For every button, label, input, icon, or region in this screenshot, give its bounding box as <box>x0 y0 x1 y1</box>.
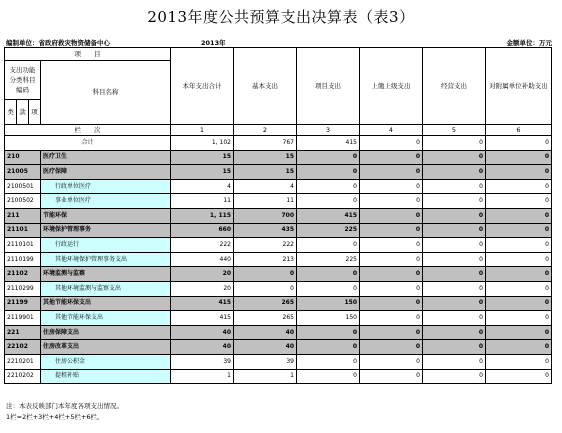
row-value: 0 <box>360 340 423 355</box>
row-value: 20 <box>171 281 234 296</box>
row-name: 其他节能环保支出 <box>41 311 171 326</box>
table-row <box>5 208 552 223</box>
row-code: 22102 <box>5 340 41 355</box>
row-value: 435 <box>234 223 297 238</box>
row-value: 150 <box>297 311 360 326</box>
year-label: 2013年 <box>201 39 226 47</box>
row-value: 0 <box>423 369 486 384</box>
table-row <box>5 325 552 340</box>
row-value: 222 <box>171 238 234 253</box>
total-value: 0 <box>486 136 552 151</box>
row-value: 0 <box>486 238 552 253</box>
header-col-6: 对附属单位补助支出 <box>486 48 552 125</box>
row-value: 0 <box>360 165 423 180</box>
header-name: 科目名称 <box>41 61 171 125</box>
total-value: 767 <box>234 136 297 151</box>
table-row <box>5 165 552 180</box>
total-label: 合计 <box>5 136 171 151</box>
total-value: 0 <box>423 136 486 151</box>
row-value: 150 <box>297 296 360 311</box>
row-value: 0 <box>486 208 552 223</box>
row-value: 0 <box>423 165 486 180</box>
row-value: 0 <box>486 165 552 180</box>
row-value: 0 <box>360 281 423 296</box>
row-value: 0 <box>423 354 486 369</box>
table-row <box>5 238 552 253</box>
row-value: 225 <box>297 252 360 267</box>
row-value: 39 <box>234 354 297 369</box>
row-value: 1 <box>171 369 234 384</box>
row-code: 221 <box>5 325 41 340</box>
row-value: 0 <box>297 340 360 355</box>
row-value: 39 <box>171 354 234 369</box>
table-row <box>5 311 552 326</box>
row-value: 0 <box>234 281 297 296</box>
row-value: 0 <box>234 267 297 282</box>
row-value: 0 <box>360 267 423 282</box>
row-code: 2110199 <box>5 252 41 267</box>
row-value: 0 <box>486 252 552 267</box>
row-value: 0 <box>297 267 360 282</box>
row-value: 0 <box>360 296 423 311</box>
row-value: 0 <box>360 354 423 369</box>
col-num: 5 <box>423 125 486 136</box>
row-code: 210 <box>5 150 41 165</box>
row-value: 15 <box>234 150 297 165</box>
row-code: 211 <box>5 208 41 223</box>
row-value: 0 <box>423 311 486 326</box>
total-value: 0 <box>360 136 423 151</box>
header-col-4: 上缴上级支出 <box>360 48 423 125</box>
row-value: 0 <box>486 340 552 355</box>
row-value: 265 <box>234 311 297 326</box>
row-code: 21102 <box>5 267 41 282</box>
row-value: 0 <box>297 354 360 369</box>
header-project: 项 目 <box>5 48 171 61</box>
row-value: 0 <box>423 238 486 253</box>
table-row <box>5 296 552 311</box>
row-value: 0 <box>423 208 486 223</box>
row-name: 其他环境监测与监察支出 <box>41 281 171 296</box>
row-name: 事业单位医疗 <box>41 194 171 209</box>
row-value: 0 <box>423 179 486 194</box>
row-value: 0 <box>423 325 486 340</box>
row-value: 0 <box>486 325 552 340</box>
col-num: 6 <box>486 125 552 136</box>
row-value: 440 <box>171 252 234 267</box>
footnotes <box>6 401 123 423</box>
row-value: 0 <box>423 296 486 311</box>
row-name: 医疗卫生 <box>41 150 171 165</box>
row-code: 2110101 <box>5 238 41 253</box>
row-code: 21101 <box>5 223 41 238</box>
row-value: 0 <box>297 238 360 253</box>
row-name: 其他节能环保支出 <box>41 296 171 311</box>
row-value: 0 <box>423 340 486 355</box>
unit-name: 编制单位：省政府救灾物资储备中心 <box>6 39 110 47</box>
page-title: 2013年度公共预算支出决算表（表3） <box>147 8 415 26</box>
row-value: 40 <box>234 340 297 355</box>
total-value: 1, 102 <box>171 136 234 151</box>
row-value: 15 <box>171 165 234 180</box>
row-value: 0 <box>360 208 423 223</box>
row-value: 0 <box>360 179 423 194</box>
row-value: 0 <box>360 150 423 165</box>
row-value: 1, 115 <box>171 208 234 223</box>
row-value: 0 <box>297 150 360 165</box>
col-num: 1 <box>171 125 234 136</box>
row-value: 11 <box>234 194 297 209</box>
row-value: 15 <box>171 150 234 165</box>
table-row <box>5 369 552 384</box>
row-code: 2210202 <box>5 369 41 384</box>
row-value: 0 <box>297 179 360 194</box>
row-value: 0 <box>423 252 486 267</box>
table-row <box>5 179 552 194</box>
header-kuan: 款 <box>17 100 29 125</box>
row-name: 其他环境保护管理事务支出 <box>41 252 171 267</box>
table-row <box>5 150 552 165</box>
row-value: 0 <box>360 311 423 326</box>
row-value: 0 <box>297 281 360 296</box>
row-value: 0 <box>360 223 423 238</box>
row-name: 住房保障支出 <box>41 325 171 340</box>
row-value: 0 <box>486 267 552 282</box>
table-row <box>5 252 552 267</box>
header-code-group: 支出功能分类科目编码 <box>5 61 41 100</box>
row-name: 节能环保 <box>41 208 171 223</box>
row-value: 20 <box>171 267 234 282</box>
expenditure-table <box>4 47 552 384</box>
table-row <box>5 223 552 238</box>
currency-unit: 金额单位：万元 <box>506 39 552 47</box>
footnote: 注：本表反映部门本年度各项支出情况。 <box>6 402 123 410</box>
row-name: 行政单位医疗 <box>41 179 171 194</box>
row-value: 0 <box>486 194 552 209</box>
table-row <box>5 281 552 296</box>
row-value: 0 <box>297 194 360 209</box>
row-name: 住房改革支出 <box>41 340 171 355</box>
table-row <box>5 267 552 282</box>
row-value: 213 <box>234 252 297 267</box>
row-value: 415 <box>171 296 234 311</box>
col-num: 2 <box>234 125 297 136</box>
row-code: 2119901 <box>5 311 41 326</box>
col-num: 3 <box>297 125 360 136</box>
row-value: 0 <box>486 296 552 311</box>
row-value: 0 <box>486 179 552 194</box>
table-row <box>5 194 552 209</box>
row-value: 40 <box>171 325 234 340</box>
row-value: 0 <box>360 369 423 384</box>
footnote: 1栏=2栏+3栏+4栏+5栏+6栏。 <box>6 413 104 421</box>
row-value: 0 <box>297 165 360 180</box>
row-code: 21005 <box>5 165 41 180</box>
row-code: 21199 <box>5 296 41 311</box>
row-value: 0 <box>423 281 486 296</box>
row-value: 0 <box>360 238 423 253</box>
row-value: 1 <box>234 369 297 384</box>
header-col-3: 项目支出 <box>297 48 360 125</box>
row-value: 660 <box>171 223 234 238</box>
table-row <box>5 340 552 355</box>
row-value: 0 <box>360 194 423 209</box>
row-value: 0 <box>486 281 552 296</box>
row-value: 0 <box>486 354 552 369</box>
header-col-2: 基本支出 <box>234 48 297 125</box>
row-value: 0 <box>486 150 552 165</box>
row-value: 40 <box>234 325 297 340</box>
row-code: 2100502 <box>5 194 41 209</box>
header-xiang: 项 <box>29 100 41 125</box>
row-value: 4 <box>234 179 297 194</box>
row-value: 225 <box>297 223 360 238</box>
row-value: 0 <box>423 267 486 282</box>
row-value: 15 <box>234 165 297 180</box>
row-value: 40 <box>171 340 234 355</box>
row-code: 2210201 <box>5 354 41 369</box>
row-code: 2100501 <box>5 179 41 194</box>
header-col-5: 经营支出 <box>423 48 486 125</box>
row-value: 222 <box>234 238 297 253</box>
row-value: 11 <box>171 194 234 209</box>
header-lei: 类 <box>5 100 17 125</box>
row-name: 行政运行 <box>41 238 171 253</box>
row-value: 0 <box>423 223 486 238</box>
row-value: 0 <box>486 223 552 238</box>
row-value: 0 <box>486 369 552 384</box>
row-value: 415 <box>171 311 234 326</box>
row-value: 0 <box>423 194 486 209</box>
row-value: 0 <box>486 311 552 326</box>
total-value: 415 <box>297 136 360 151</box>
header-col-1: 本年支出合计 <box>171 48 234 125</box>
col-num: 4 <box>360 125 423 136</box>
row-value: 0 <box>423 150 486 165</box>
table-row <box>5 354 552 369</box>
row-value: 265 <box>234 296 297 311</box>
row-name: 环境监测与监察 <box>41 267 171 282</box>
row-name: 医疗保障 <box>41 165 171 180</box>
row-value: 0 <box>297 325 360 340</box>
row-value: 0 <box>297 369 360 384</box>
row-value: 0 <box>360 252 423 267</box>
row-name: 住房公积金 <box>41 354 171 369</box>
row-code: 2110299 <box>5 281 41 296</box>
row-value: 0 <box>360 325 423 340</box>
row-value: 415 <box>297 208 360 223</box>
row-value: 4 <box>171 179 234 194</box>
row-name: 提租补贴 <box>41 369 171 384</box>
row-name: 环境保护管理事务 <box>41 223 171 238</box>
row-value: 700 <box>234 208 297 223</box>
header-col-label: 栏 次 <box>5 125 171 136</box>
